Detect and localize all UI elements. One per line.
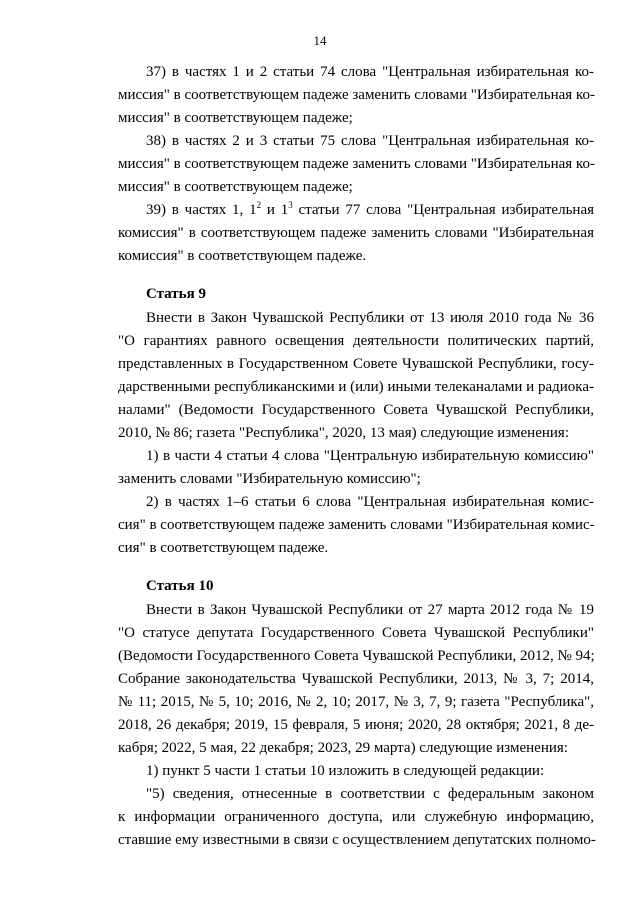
page-number: 14 <box>313 33 327 48</box>
item-39-line: комиссия" в соответствующем падеже. <box>118 248 367 264</box>
article-10-intro-line: кабря; 2022, 5 мая, 22 декабря; 2023, 29 марта) следующие изменения: <box>118 740 568 756</box>
article-9-point-2-line: сия" в соответствующем падеже. <box>118 540 329 556</box>
item-39-first-line <box>146 199 594 221</box>
article-9-point-1-line: 1) в части 4 статьи 4 слова "Центральную избирательную комиссию" <box>146 448 594 464</box>
superscript: 3 <box>288 200 293 210</box>
item-39-text: 39) в частях 1, 1 <box>146 202 257 218</box>
article-10-intro-line: "О статусе депутата Государственного Совета Чувашской Республики" <box>118 625 594 641</box>
article-9-heading: Статья 9 <box>146 286 206 302</box>
article-10-intro-line: № 11; 2015, № 5, 10; 2016, № 2, 10; 2017, № 3, 7, 9; газета "Республика", <box>118 694 594 710</box>
article-10-intro-line: Собрание законодательства Чувашской Республики, 2013, № 3, 7; 2014, <box>118 671 594 687</box>
article-9-intro-line: 2010, № 86; газета "Республика", 2020, 13 мая) следующие изменения: <box>118 425 569 441</box>
article-10-intro-line: 2018, 26 декабря; 2019, 15 февраля, 5 июня; 2020, 28 октября; 2021, 8 де- <box>118 717 594 733</box>
article-9-intro-line: Внести в Закон Чувашской Республики от 13 июля 2010 года № 36 <box>146 310 594 326</box>
article-9-intro-line: представленных в Государственном Совете Чувашской Республики, госу- <box>118 356 594 372</box>
item-38-line: миссия" в соответствующем падеже заменить словами "Избирательная ко- <box>118 156 595 172</box>
item-37-line: миссия" в соответствующем падеже заменить словами "Избирательная ко- <box>118 87 595 103</box>
item-38-line: миссия" в соответствующем падеже; <box>118 179 353 195</box>
article-10-heading: Статья 10 <box>146 578 214 594</box>
quoted-text-line: "5) сведения, отнесенные в соответствии с федеральным законом <box>146 786 594 802</box>
article-9-intro-line: дарственными республиканскими и (или) иными телеканалами и радиока- <box>118 379 594 395</box>
item-39-text: и 1 <box>261 202 289 218</box>
item-39-line: комиссия" в соответствующем падеже заменить словами "Избирательная <box>118 225 594 241</box>
item-37-line: миссия" в соответствующем падеже; <box>118 110 353 126</box>
item-37-line: 37) в частях 1 и 2 статьи 74 слова "Центральная избирательная ко- <box>146 64 594 80</box>
quoted-text-line: к информации ограниченного доступа, или служебную информацию, <box>118 809 594 825</box>
quoted-text-line: ставшие ему известными в связи с осуществлением депутатских полномо- <box>118 832 596 848</box>
article-10-intro-line: Внести в Закон Чувашской Республики от 27 марта 2012 года № 19 <box>146 602 594 618</box>
article-9-intro-line: налами" (Ведомости Государственного Совета Чувашской Республики, <box>118 402 594 418</box>
article-9-point-1-line: заменить словами "Избирательную комиссию"; <box>118 471 421 487</box>
superscript: 2 <box>256 200 262 210</box>
article-10-intro-line: (Ведомости Государственного Совета Чувашской Республики, 2012, № 94; <box>118 648 595 664</box>
item-39-text: статьи 77 слова "Центральная избирательная <box>292 202 594 218</box>
article-9-point-2-line: 2) в частях 1–6 статьи 6 слова "Центральная избирательная комис- <box>146 494 594 510</box>
article-10-point-1: 1) пункт 5 части 1 статьи 10 изложить в следующей редакции: <box>146 763 545 779</box>
item-38-line: 38) в частях 2 и 3 статьи 75 слова "Центральная избирательная ко- <box>146 133 594 149</box>
article-9-point-2-line: сия" в соответствующем падеже заменить словами "Избирательная комис- <box>118 517 595 533</box>
article-9-intro-line: "О гарантиях равного освещения деятельности политических партий, <box>118 333 594 349</box>
